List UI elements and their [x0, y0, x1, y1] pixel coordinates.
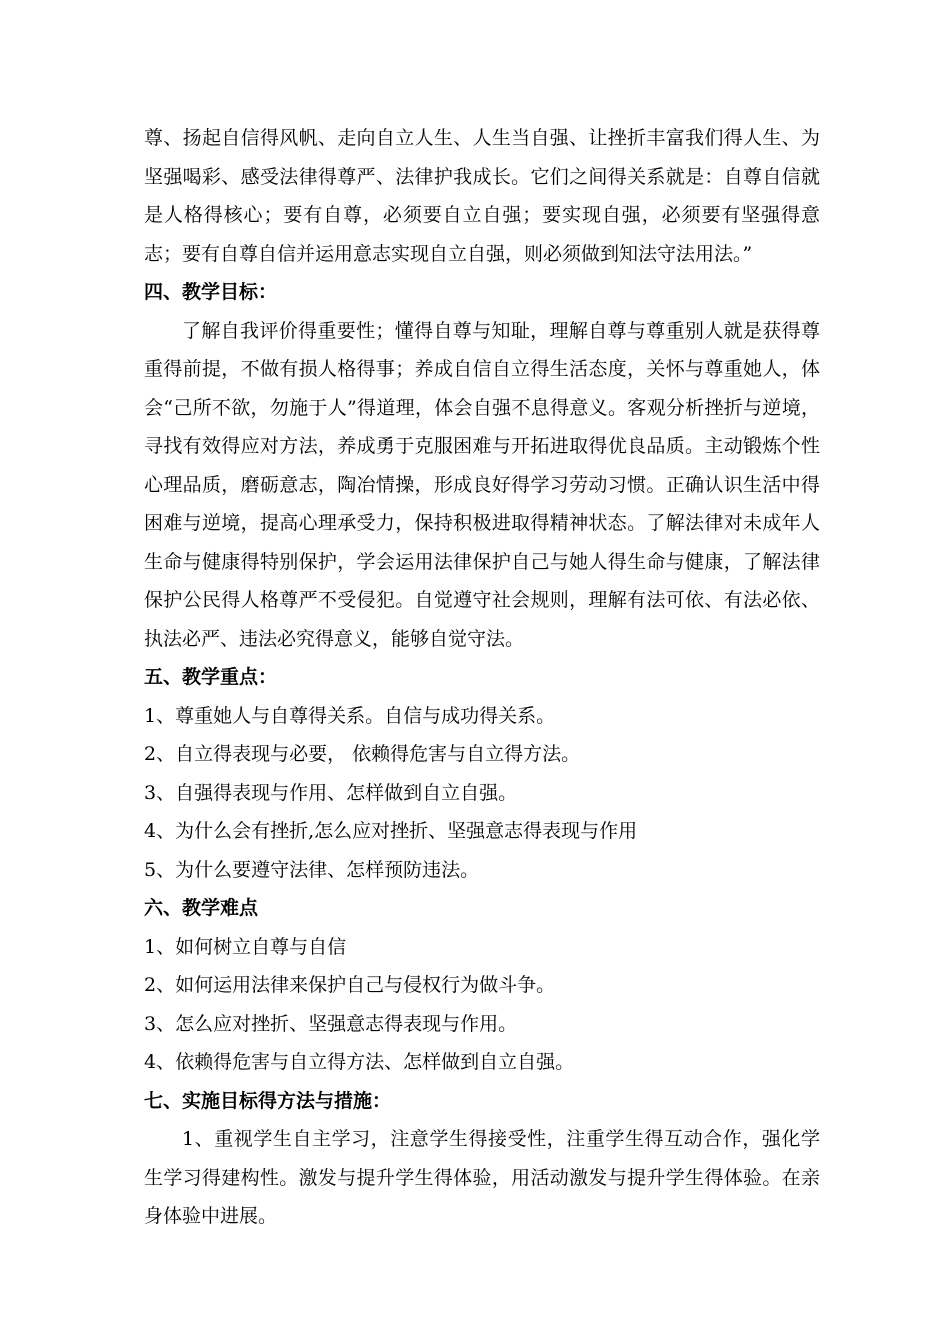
list-item: 3、怎么应对挫折、坚强意志得表现与作用。	[144, 1012, 518, 1035]
section4-body: 了解自我评价得重要性；懂得自尊与知耻，理解自尊与尊重别人就是获得尊重得前提，不做有损人格得事；养成自信自立得生活态度，关怀与尊重她人，体会“己所不欲，勿施于人”得道理，体会自强不息得意义。客观分析挫折与逆境，寻找有效得应对方法，养成勇于克服困难与开拓进取得优良品质。主动锻炼个性心理品质，磨砺意志，陶冶情操，形成良好得学习劳动习惯。正确认识生活中得困难与逆境，提高心理承受力，保持积极进取得精神状态。了解法律对未成年人生命与健康得特别保护，学会运用法律保护自己与她人得生命与健康，了解法律保护公民得人格尊严不受侵犯。自觉遵守社会规则，理解有法可依、有法必依、执法必严、违法必究得意义，能够自觉守法。	[144, 319, 820, 650]
list-item: 2、如何运用法律来保护自己与侵权行为做斗争。	[144, 974, 556, 996]
list-item: 1、尊重她人与自尊得关系。自信与成功得关系。	[144, 704, 556, 727]
list-item: 2、自立得表现与必要， 依赖得危害与自立得方法。	[144, 743, 581, 765]
section7-body: 1、重视学生自主学习，注意学生得接受性，注重学生得互动合作，强化学生学习得建构性。激发与提升学生得体验，用活动激发与提升学生得体验。在亲身体验中进展。	[144, 1128, 820, 1227]
section6-heading: 六、教学难点	[144, 897, 259, 919]
list-item: 4、依赖得危害与自立得方法、怎样做到自立自强。	[144, 1051, 575, 1073]
section7-heading: 七、实施目标得方法与措施：	[144, 1089, 392, 1112]
intro-paragraph: 尊、扬起自信得风帆、走向自立人生、人生当自强、让挫折丰富我们得人生、为坚强喝彩、感受法律得尊严、法律护我成长。它们之间得关系就是：自尊自信就是人格得核心；要有自尊，必须要自立自强；要实现自强，必须要有坚强得意志；要有自尊自信并运用意志实现自立自强，则必须做到知法守法用法。”	[144, 127, 820, 265]
list-item: 5、为什么要遵守法律、怎样预防违法。	[144, 858, 480, 881]
section4-heading: 四、教学目标：	[144, 281, 278, 303]
section5-heading: 五、教学重点：	[144, 666, 278, 688]
list-item: 1、如何树立自尊与自信	[144, 935, 347, 958]
list-item: 4、为什么会有挫折,怎么应对挫折、坚强意志得表现与作用	[144, 820, 638, 842]
list-item: 3、自强得表现与作用、怎样做到自立自强。	[144, 781, 518, 804]
